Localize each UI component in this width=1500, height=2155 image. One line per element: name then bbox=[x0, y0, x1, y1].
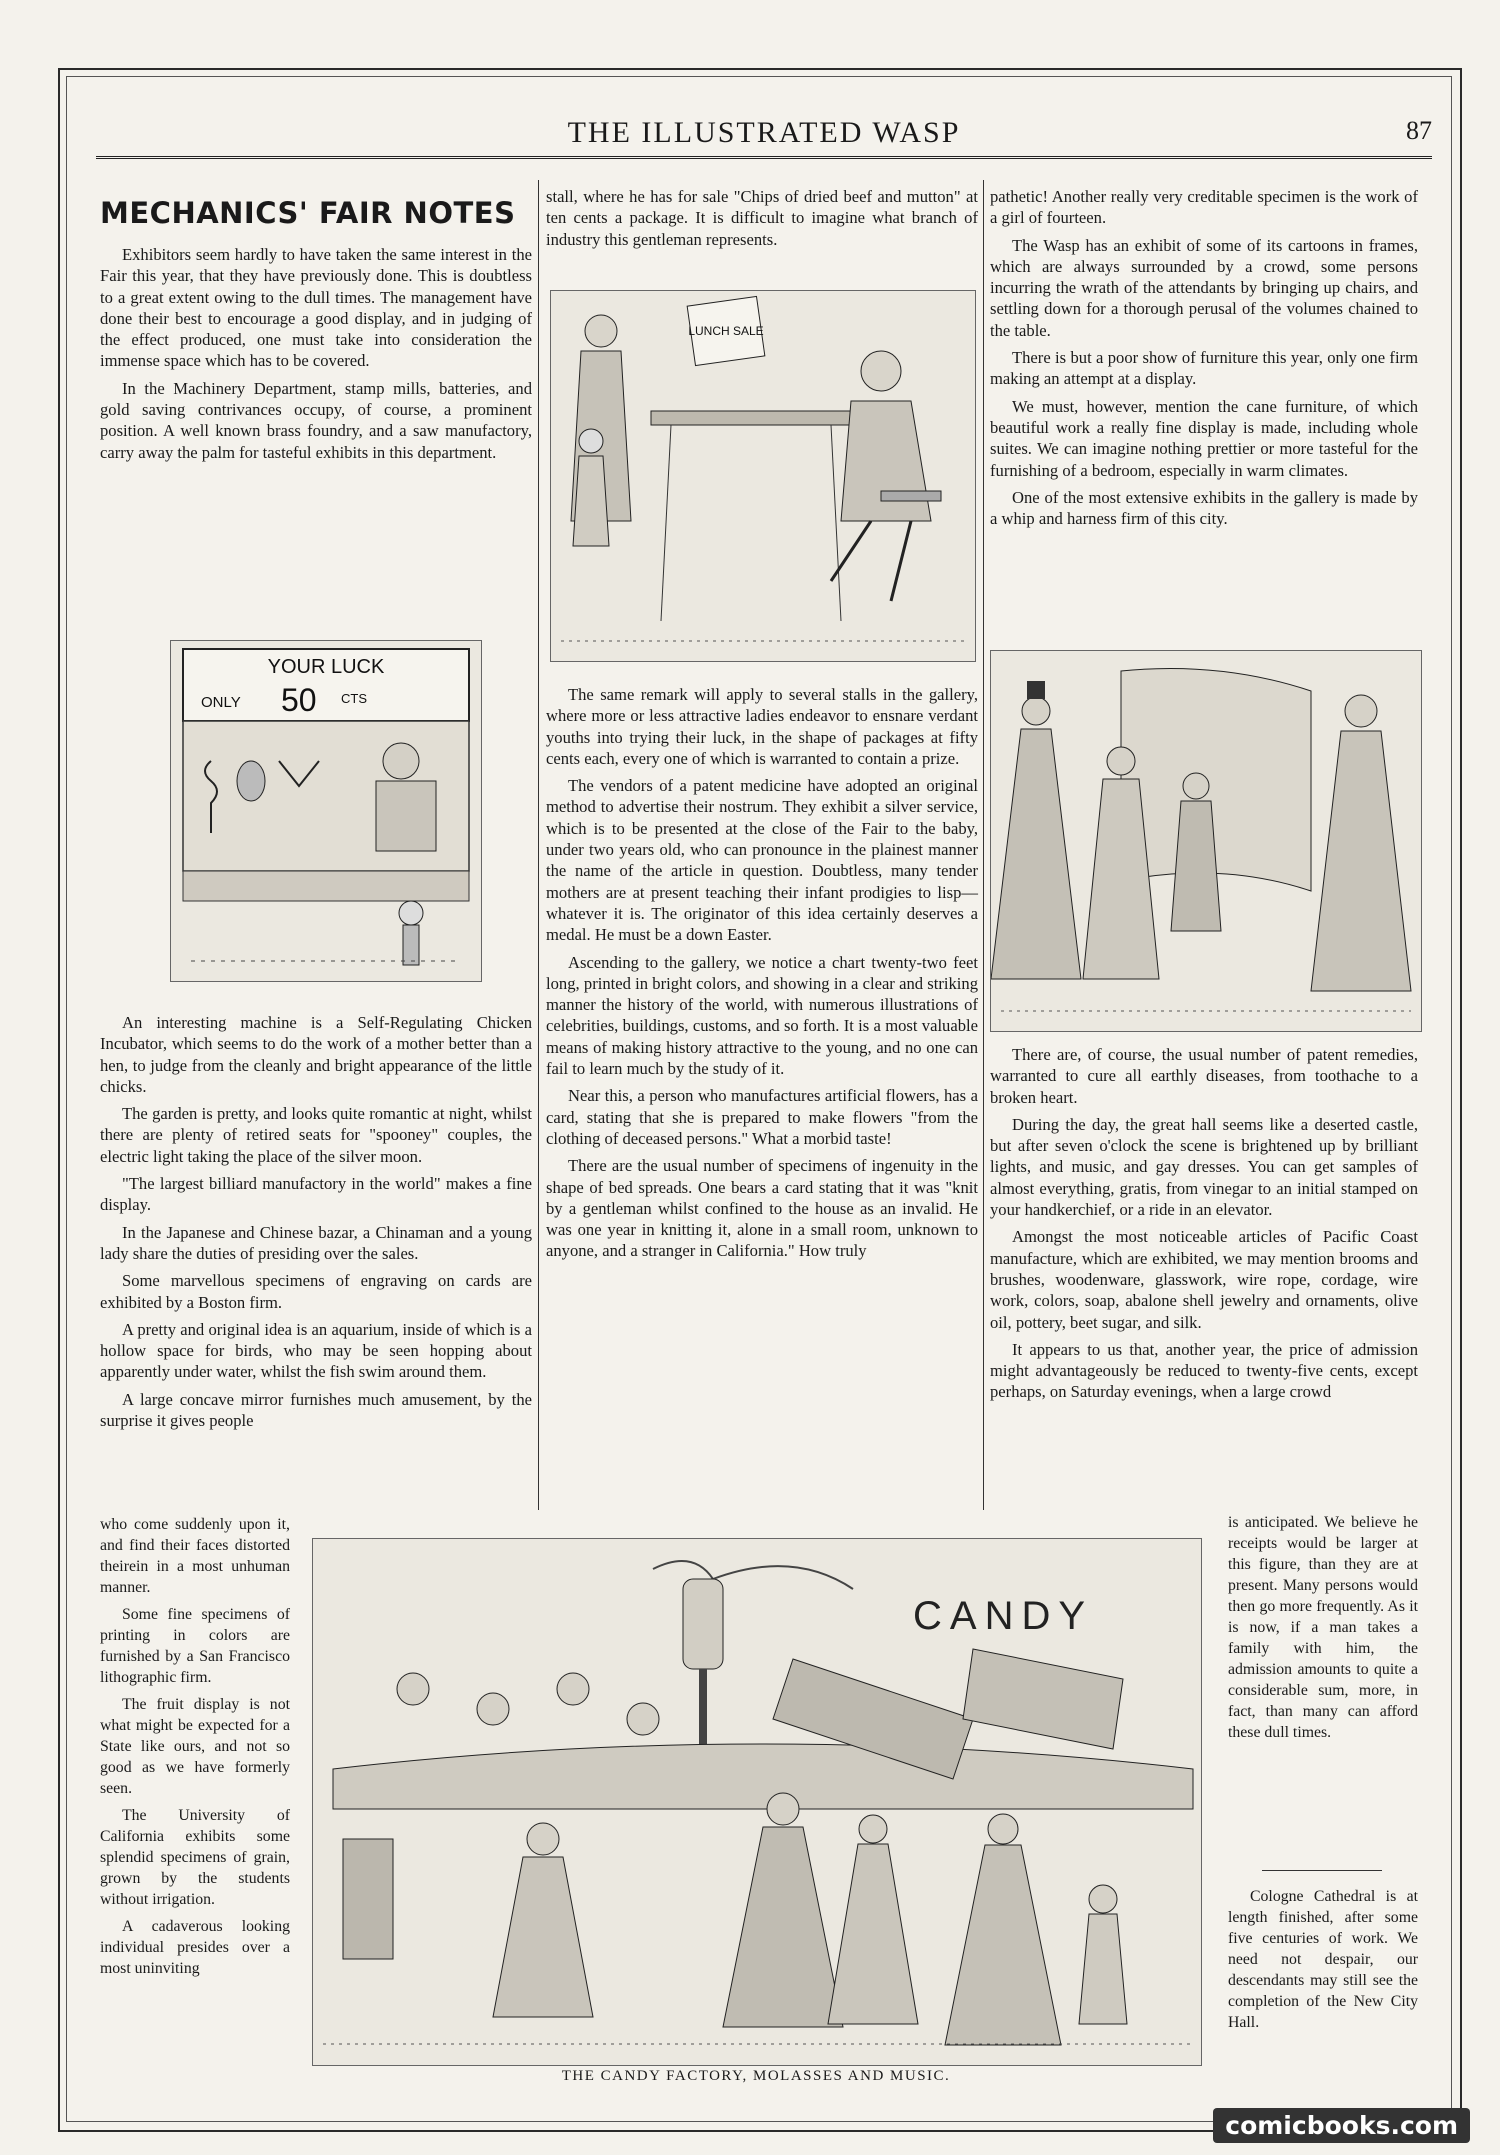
page-number: 87 bbox=[1406, 116, 1432, 145]
lunch-stall-illustration bbox=[550, 290, 976, 662]
column-1-narrow bbox=[100, 1514, 290, 1985]
paragraph: who come suddenly upon it, and find their faces distorted theirein in a most unhuman manner. bbox=[100, 1516, 290, 1596]
gallery-ladies-illustration bbox=[990, 650, 1422, 1032]
paragraph: The fruit display is not what might be expected for a State like ours, and not so good as we have formerly seen. bbox=[100, 1696, 290, 1797]
luck-sign-only: ONLY bbox=[201, 694, 241, 711]
luck-sign-price: 50 bbox=[281, 682, 317, 718]
candy-sign: CANDY bbox=[913, 1594, 1094, 1638]
column-2-body bbox=[546, 684, 978, 1268]
paragraph: Amongst the most noticeable articles of Pacific Coast manufacture, which are exhibited, we may mention brooms and brushes, woodenware, glasswork, wire rope, cordage, wire work, colors, soap, abalone shell jewelry and ornaments, olive oil, pottery, beet sugar, and silk. bbox=[990, 1227, 1418, 1332]
paragraph: Near this, a person who manufactures artificial flowers, has a card, stating that she is prepared to make flowers "from the clothing of deceased persons." What a morbid taste! bbox=[546, 1086, 978, 1148]
paragraph: stall, where he has for sale "Chips of dried beef and mutton" at ten cents a package. It is difficult to imagine what branch of industry this gentleman represents. bbox=[546, 187, 978, 249]
your-luck-illustration bbox=[170, 640, 482, 982]
paragraph: The vendors of a patent medicine have adopted an original method to advertise their nostrum. They exhibit a silver service, which is to be presented at the close of the Fair to the baby, under two years old, who can pronounce in the plainest manner the name of the article in question. Doubtless, many tender mothers are at present teaching their infant prodigies to lisp—whatever it is. The originator of this idea certainly deserves a medal. He must be a down Easter. bbox=[546, 776, 978, 945]
paragraph: We must, however, mention the cane furniture, of which beautiful work a really fine display is made, including whole suites. We can imagine nothing prettier or more tasteful for the furnishing of a bedroom, especially in warm climates. bbox=[990, 396, 1418, 480]
column-rule-2 bbox=[983, 180, 984, 1510]
candy-caption: THE CANDY FACTORY, MOLASSES AND MUSIC. bbox=[561, 2068, 951, 2084]
column-3-narrow bbox=[1228, 1512, 1418, 1749]
paragraph: A large concave mirror furnishes much amusement, by the surprise it gives people bbox=[100, 1389, 532, 1431]
paragraph: An interesting machine is a Self-Regulating Chicken Incubator, which seems to do the work of a mother better than a hen, to judge from the cleanly and bright appearance of the little chicks. bbox=[100, 1013, 532, 1096]
paragraph: There are the usual number of specimens of ingenuity in the shape of bed spreads. One bears a card stating that it was "knit by a gentleman whilst confined to the house as an invalid. He was one year in knitting it, alone in a small room, unknown to anyone, and a stranger in California." How truly bbox=[546, 1156, 978, 1261]
column-3-body bbox=[990, 1044, 1418, 1409]
paragraph: There are, of course, the usual number of patent remedies, warranted to cure all earthly diseases, from toothache to a broken heart. bbox=[990, 1045, 1418, 1107]
paragraph: A pretty and original idea is an aquarium, inside of which is a hollow space for birds, who may be seen hopping about apparently under water, whilst the fish swim around them. bbox=[100, 1319, 532, 1382]
paragraph: Cologne Cathedral is at length finished, after some five centuries of work. We need not despair, our descendants may still see the completion of the New City Hall. bbox=[1228, 1888, 1418, 2031]
luck-sign-cents: CTS bbox=[341, 691, 367, 706]
column-rule-1 bbox=[538, 180, 539, 1510]
paragraph: In the Japanese and Chinese bazar, a Chinaman and a young lady share the duties of presiding over the sales. bbox=[100, 1222, 532, 1263]
paragraph: is anticipated. We believe he receipts would be larger at this figure, than they are at present. Many persons would then go more frequently. As it is now, if a man takes a family with him, the admission amounts to quite a considerable sum, more, in fact, than many can afford these dull times. bbox=[1228, 1514, 1418, 1741]
paragraph: "The largest billiard manufactory in the world" makes a fine display. bbox=[100, 1174, 532, 1215]
column-2-top bbox=[546, 186, 978, 256]
column-1-middle bbox=[100, 1012, 532, 1437]
paragraph: The Wasp has an exhibit of some of its cartoons in frames, which are always surrounded by a crowd, some persons incurring the wrath of the attendants by bringing up chairs, and settling down for a thorough perusal of the volumes chained to the table. bbox=[990, 235, 1418, 340]
paragraph: During the day, the great hall seems like a deserted castle, but after seven o'clock the scene is brightened up by brilliant lights, and music, and gay dresses. You can get samples of almost everything, gratis, from vinegar to an initial stamped on your handkerchief, or a ride in an elevator. bbox=[990, 1114, 1418, 1220]
header-rule bbox=[96, 156, 1432, 159]
paragraph: Some marvellous specimens of engraving on cards are exhibited by a Boston firm. bbox=[100, 1271, 532, 1312]
paragraph: There is but a poor show of furniture this year, only one firm making an attempt at a display. bbox=[990, 348, 1418, 389]
running-title: THE ILLUSTRATED WASP bbox=[567, 116, 961, 149]
paragraph: One of the most extensive exhibits in the gallery is made by a whip and harness firm of this city. bbox=[990, 487, 1418, 529]
luck-sign-line1: YOUR LUCK bbox=[267, 656, 385, 678]
article-heading: MECHANICS' FAIR NOTES bbox=[100, 196, 516, 230]
paragraph: It appears to us that, another year, the price of admission might advantageously be reduced to twenty-five cents, except perhaps, on Saturday evenings, when a large crowd bbox=[990, 1339, 1418, 1402]
column-3-footer bbox=[1228, 1886, 1418, 2039]
column-1-top bbox=[100, 244, 532, 469]
watermark[interactable]: comicbooks.com bbox=[1213, 2108, 1470, 2143]
column-3-top bbox=[990, 186, 1418, 535]
paragraph: pathetic! Another really very creditable specimen is the work of a girl of fourteen. bbox=[990, 187, 1418, 228]
paragraph: A cadaverous looking individual presides over a most uninviting bbox=[100, 1918, 290, 1977]
paragraph: Some fine specimens of printing in colors are furnished by a San Francisco lithographic firm. bbox=[100, 1606, 290, 1686]
paragraph: In the Machinery Department, stamp mills, batteries, and gold saving contrivances occupy, of course, a prominent position. A well known brass foundry, and a saw manufactory, carry away the palm for tasteful exhibits in this department. bbox=[100, 378, 532, 462]
paragraph: The garden is pretty, and looks quite romantic at night, whilst there are plenty of retired seats for "spooney" couples, the electric light taking the place of the silver moon. bbox=[100, 1104, 532, 1166]
section-divider bbox=[1262, 1870, 1382, 1871]
paragraph: The University of California exhibits some splendid specimens of grain, grown by the students without irrigation. bbox=[100, 1807, 290, 1908]
paragraph: Ascending to the gallery, we notice a chart twenty-two feet long, printed in bright colors, and showing in a clear and striking manner the history of the world, with numerous illustrations of celebrities, buildings, customs, and so forth. It is a most valuable means of making history attractive to the young, and no one can fail to learn much by the study of it. bbox=[546, 952, 978, 1079]
lunch-sign: LUNCH SALE bbox=[688, 324, 764, 338]
candy-factory-illustration bbox=[312, 1538, 1202, 2066]
paragraph: Exhibitors seem hardly to have taken the same interest in the Fair this year, that they have previously done. This is doubtless to a great extent owing to the dull times. The management have done their best to encourage a good display, and in judging of the effect produced, one must take into consideration the immense space which has to be covered. bbox=[100, 245, 532, 371]
paragraph: The same remark will apply to several stalls in the gallery, where more or less attractive ladies endeavor to ensnare verdant youths into trying their luck, in the shape of packages at fifty cents each, every one of which is warranted to contain a prize. bbox=[546, 685, 978, 768]
